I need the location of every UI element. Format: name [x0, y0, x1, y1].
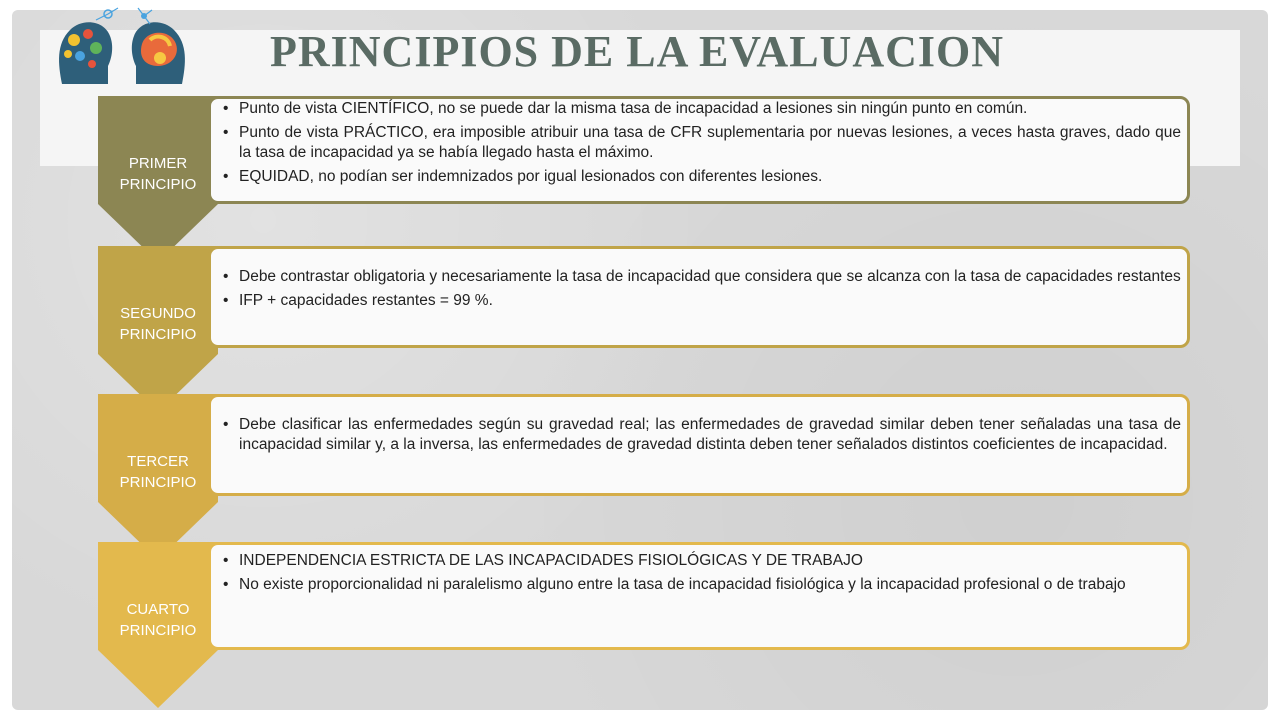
bullet-item: • Debe clasificar las enfermedades según su gravedad real; las enfermedades de gravedad similar deben tener señaladas una tasa de incapacidad similar y, a la inversa, las enfermedades de gravedad distinta deben tener señalados distintos coeficientes de incapacidad.: [223, 416, 1181, 453]
principle-panel-1: [208, 96, 1190, 204]
principle-row-4: [98, 542, 1194, 708]
bullet-item: • INDEPENDENCIA ESTRICTA DE LAS INCAPACIDADES FISIOLÓGICAS Y DE TRABAJO: [223, 552, 863, 569]
bullet-item: • Punto de vista CIENTÍFICO, no se puede dar la misma tasa de incapacidad a lesiones sin ningún punto en común.: [223, 100, 1028, 117]
page-title: PRINCIPIOS DE LA EVALUACION: [270, 27, 1004, 76]
bullet-list-1: [219, 99, 1181, 191]
principle-label-1: PRIMER PRINCIPIO: [119, 155, 197, 193]
bullet-list-2: [219, 267, 1181, 315]
principle-row-3: [98, 394, 1194, 560]
principle-panel-4: [208, 542, 1190, 650]
principle-row-1: [98, 96, 1194, 262]
principle-label-2: SEGUNDO PRINCIPIO: [119, 305, 197, 343]
brain-heads-logo: [52, 4, 192, 100]
bullet-item: • Punto de vista PRÁCTICO, era imposible atribuir una tasa de CFR suplementaria por nuevas lesiones, a veces hasta graves, dado que la tasa de incapacidad ya se había llegado hasta el máximo.: [223, 124, 1181, 161]
bullet-item: • IFP + capacidades restantes = 99 %.: [223, 292, 493, 309]
principle-label-4: CUARTO PRINCIPIO: [119, 601, 197, 639]
principle-panel-2: [208, 246, 1190, 348]
principle-panel-3: [208, 394, 1190, 496]
bullet-item: • Debe contrastar obligatoria y necesariamente la tasa de incapacidad que considera que se alcanza con la tasa de capacidades restantes: [223, 268, 1181, 285]
bullet-item: • EQUIDAD, no podían ser indemnizados por igual lesionados con diferentes lesiones.: [223, 168, 823, 185]
bullet-list-3: [219, 415, 1181, 459]
principle-row-2: [98, 246, 1194, 412]
bullet-list-4: [219, 551, 1181, 599]
bullet-item: • No existe proporcionalidad ni paralelismo alguno entre la tasa de incapacidad fisiológica y la incapacidad profesional o de trabajo: [223, 576, 1126, 593]
principle-label-3: TERCER PRINCIPIO: [119, 453, 197, 491]
